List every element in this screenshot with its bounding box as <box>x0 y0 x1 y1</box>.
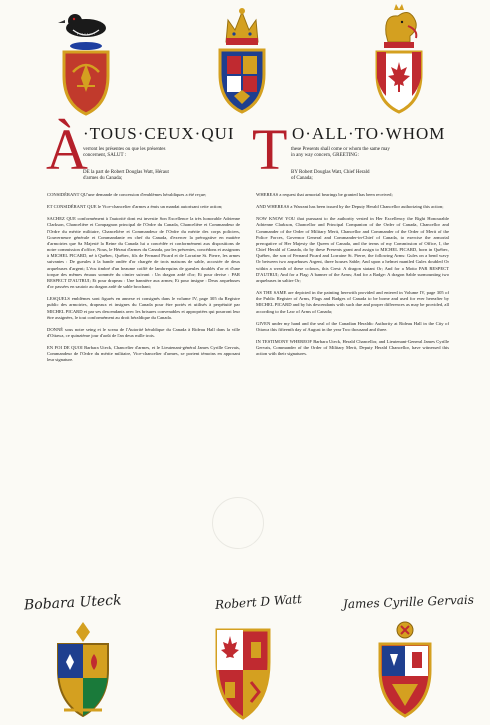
embossed-seal <box>212 497 264 549</box>
english-paragraph: IN TESTIMONY WHEREOF Barbara Uteck, Herald Chancellor, and Lieutenant-General James Cyrille Gervais, Commander of the Order of Military Merit, Deputy Herald Chancellor, have witnessed this action with their signatures. <box>256 338 449 357</box>
english-paragraph: AND WHEREAS a Warrant has been issued by the Deputy Herald Chancellor authorizing this action; <box>256 204 444 210</box>
french-paragraph: LESQUELS emblèmes sont figurés en annexe et consignés dans le volume IV, page 305 du Registre public des armoiries, drapeaux et insignes du Canada pour être portés et utilisés à perpétuité par MICHEL PICARD et par ses descendants avec les brisures convenables et appropriées qui pourront leur être assignées, le tout conformément au droit héraldique du Canada. <box>47 296 240 320</box>
english-heading: O·ALL·TO·WHOM <box>292 124 446 143</box>
english-text-column <box>256 192 449 363</box>
french-paragraph: ET CONSIDÉRANT QUE le Vice-chancelier d'armes a émis un mandat autorisant cette action; <box>47 204 223 210</box>
french-intro <box>83 147 165 160</box>
english-paragraph: GIVEN under my hand and the seal of the Canadian Heraldic Authority at Rideau Hall in the City of Ottawa this fifteenth day of August in the year Two thousand and three. <box>256 320 449 332</box>
english-byline <box>291 170 369 183</box>
signature-robert-watt: Robert D Watt <box>214 591 303 613</box>
deputy-herald-chancellor-emblem <box>372 618 438 722</box>
canadian-heraldic-authority-emblem <box>55 6 117 118</box>
english-paragraph: WHEREAS a request that armorial bearings be granted has been received; <box>256 192 393 197</box>
french-intro-line: verront les présentes ou que les présentes <box>83 147 166 152</box>
french-paragraph: DONNÉ sous notre seing et le sceau de l'Autorité héraldique du Canada à Rideau Hall dans la ville d'Ottawa, ce quinzième jour d'août de l'an deux mille trois. <box>47 326 240 338</box>
french-paragraph: CONSIDÉRANT QU'une demande de concession d'emblèmes héraldiques a été reçue; <box>47 192 207 197</box>
french-byline-line: DE la part de Robert Douglas Watt, Héraut <box>83 170 169 175</box>
english-byline-line: of Canada; <box>291 176 313 182</box>
english-intro-line: in any way concern, GREETING: <box>291 153 359 159</box>
signature-barbara-uteck: Bobara Uteck <box>23 592 122 614</box>
chief-herald-emblem <box>211 622 275 724</box>
signature-james-gervais: James Cyrille Gervais <box>342 592 475 612</box>
english-intro-line: these Presents shall come or whom the same may <box>291 147 390 152</box>
french-paragraph: EN FOI DE QUOI Barbara Uteck, Chancelier d'armes, et le Lieutenant-général James Cyrille Gervais, Commandeur de l'Ordre du mérite militaire, Vice-chancelier d'armes, se portent témoins en apposant leur signature. <box>47 345 240 363</box>
french-paragraph: SACHEZ QUE conformément à l'autorité dont est investie Son Excellence la très honorable Adrienne Clarkson, Chancelière et Compagnon principal de l'Ordre du Canada, Chancelière et Commandeur de l'Ordre du mérite militaire, Chancelière et Commandeur de l'Ordre du mérite des corps policiers, Gouverneure générale et Commandante en chef du Canada, d'exercer la prérogative en matière d'armoiries que Sa Majesté la Reine du Canada lui a concédée et conformément aux dispositions de notre commission d'office, Nous, le Héraut d'armes du Canada, par les présentes, concédons et assignons à MICHEL PICARD, né à Québec, Québec, fils de Fernand Picard et de Lorraine St. Pierre, les armes suivantes : De gueules à la bande ondée d'or chargée de trois maisons de sable, accostée de deux arquebuses d'argent; L'écu timbré d'un heaume coiffé de lambrequins de gueules doublés d'or et d'une torque des mêmes émaux sommée du cimier suivant : Un dragon ardé d'or; Et pour devise : PAR RESPECT D'AUTRUI; Et pour drapeau : Une bannière aux armes; Et pour insigne : Deux arquebuses d'or passées en sautoir au dragon ardé de sable brochant; <box>47 216 240 290</box>
french-byline <box>83 170 169 183</box>
english-drop-cap: T <box>252 117 288 182</box>
english-intro <box>291 147 390 160</box>
crowned-shield-emblem <box>212 4 272 116</box>
english-byline-line: BY Robert Douglas Watt, Chief Herald <box>291 170 370 175</box>
french-drop-cap: À <box>46 117 88 182</box>
french-heading: ·TOUS·CEUX·QUI <box>83 124 235 143</box>
french-intro-line: concernent, SALUT : <box>83 153 127 159</box>
english-paragraph: NOW KNOW YOU that pursuant to the authority vested in Her Excellency the Right Honourable Adrienne Clarkson, Chancellor and Principal Companion of the Order of Canada, Chancellor and Commander of the Order of Military Merit, Chancellor and Commander of the Order of Merit of the Police Forces, Governor General and Commander-in-Chief of Canada, to exercise the armorial prerogative of Her Majesty the Queen of Canada, and the terms of my Commission of Office, I, the Chief Herald of Canada, do by these Presents grant and assign to MICHEL PICARD, born in Québec, Québec, the son of Fernand Picard and Lorraine St. Pierre, the following Arms: Gules on a bend wavy Or between two arquebuses Argent, three houses Sable; And upon a helmet mantled Gules doubled Or within a wreath of these colours, this Crest: A dragon statant Or; And for a Motto PAR RESPECT D'AUTRUI; And for a Flag: A banner of the Arms; And for a Badge: A dragon Sable surmounting two arquebuses in saltire Or; <box>256 216 449 283</box>
french-text-column <box>47 192 240 370</box>
english-paragraph: AS THE SAME are depicted in the painting herewith provided and entered in Volume IV, page 305 of the Public Register of Arms, Flags and Badges of Canada to be borne and used for ever hereafter by MICHEL PICARD and by his descendants with such due and proper differences as may be provided, all according to the Law of Arms of Canada; <box>256 290 449 314</box>
lion-crest-maple-leaf-emblem <box>368 4 430 116</box>
herald-chancellor-emblem <box>50 618 116 722</box>
french-byline-line: d'armes du Canada; <box>83 176 123 182</box>
